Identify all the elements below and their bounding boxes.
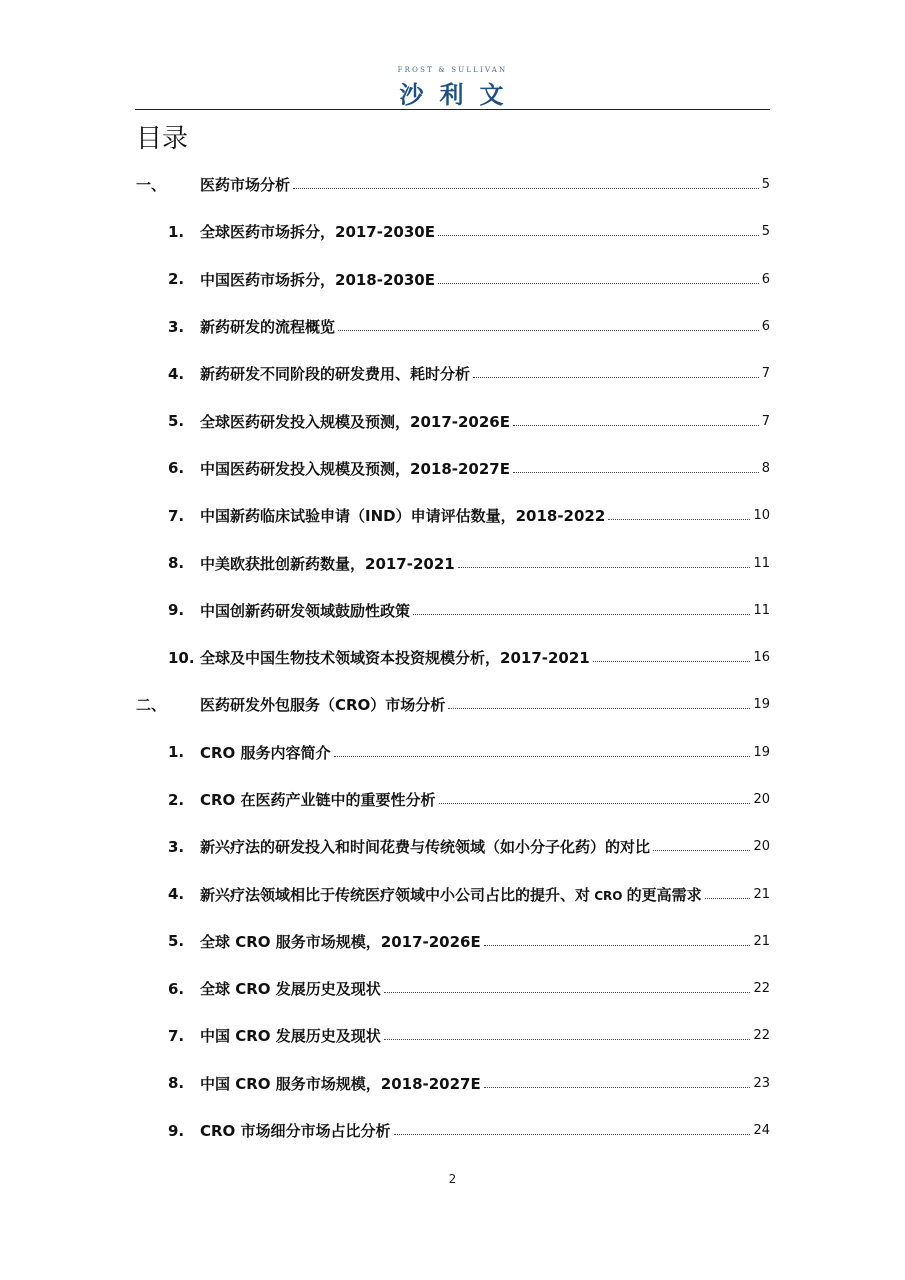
dot-leader [448,708,750,709]
toc-entry[interactable] [136,681,770,728]
toc-entry-page: 22 [753,1028,770,1044]
toc-entry-page: 21 [753,886,770,902]
toc-entry-label: 中国新药临床试验申请（IND）申请评估数量，2018-2022 [200,507,606,526]
dot-leader [384,1039,751,1040]
toc-entry[interactable] [136,1060,770,1107]
header-divider [135,109,770,110]
toc-entry-page: 5 [761,224,770,240]
dot-leader [334,756,751,757]
toc-entry-label: 中国创新药研发领域鼓励性政策 [200,601,411,620]
toc-entry-label: 全球 CRO 服务市场规模，2017-2026E [200,932,481,951]
dot-leader [384,992,751,993]
dot-leader [608,519,750,520]
toc-entry-page: 21 [753,933,770,949]
toc-entry-label: 全球 CRO 发展历史及现状 [200,980,381,999]
toc-entry-number: 3. [168,317,185,336]
toc-entry[interactable] [136,823,770,870]
toc-entry-page: 16 [753,650,770,666]
toc-entry-page: 19 [753,744,770,760]
toc-entry-number: 5. [168,932,185,951]
page-number: 2 [448,1172,457,1186]
logo-english-text: FROST & SULLIVAN [397,66,508,74]
toc-entry[interactable] [136,161,770,208]
toc-entry[interactable] [136,776,770,823]
toc-entry-label: 全球医药研发投入规模及预测，2017-2026E [200,412,510,431]
toc-entry-number: 一、 [136,176,167,195]
toc-title: 目录 [136,124,189,154]
toc-entry-page: 20 [753,839,770,855]
toc-entry[interactable] [136,870,770,917]
toc-entry-number: 6. [168,459,185,478]
toc-entry-page: 5 [761,177,770,193]
toc-entry-label: 新药研发不同阶段的研发费用、耗时分析 [200,365,471,384]
toc-entry-number: 3. [168,837,185,856]
dot-leader [593,661,751,662]
toc-entry[interactable] [136,918,770,965]
toc-entry-label: 新药研发的流程概览 [200,318,336,337]
toc-entry-label: 全球医药市场拆分，2017-2030E [200,223,435,242]
dot-leader [513,472,759,473]
dot-leader [484,1087,751,1088]
toc-entry[interactable] [136,350,770,397]
toc-entry-label: 医药研发外包服务（CRO）市场分析 [200,696,446,715]
dot-leader [438,235,759,236]
dot-leader [438,283,759,284]
dot-leader [293,188,759,189]
toc-entry[interactable] [136,208,770,255]
toc-entry-page: 24 [753,1123,770,1139]
toc-entry-label-cro: CRO [590,888,627,903]
toc-entry[interactable] [136,397,770,444]
toc-entry-label: 新兴疗法的研发投入和时间花费与传统领域（如小分子化药）的对比 [200,838,651,857]
toc-entry-page: 19 [753,697,770,713]
toc-entry-label-part: 新兴疗法领域相比于传统医疗领域中小公司占比的提升、对 [200,885,591,904]
toc-entry-label: CRO 市场细分市场占比分析 [200,1122,391,1141]
toc-entry[interactable] [136,729,770,776]
toc-entry-label [200,884,702,905]
dot-leader [439,803,751,804]
toc-entry-page: 20 [753,792,770,807]
toc-entry-number: 8. [168,1074,185,1093]
toc-entry-number: 9. [168,1121,185,1140]
dot-leader [473,377,759,378]
toc-entry-label: CRO 在医药产业链中的重要性分析 [200,791,436,809]
toc-entry-page: 6 [761,271,770,287]
dot-leader [705,898,751,899]
logo-chinese-text: 沙利文 [399,81,520,109]
toc-entry[interactable] [136,1012,770,1059]
toc-entry-number: 二、 [136,696,167,715]
dot-leader [394,1134,751,1135]
toc-entry-number: 2. [168,790,185,809]
toc-entry-number: 2. [168,270,185,289]
toc-entry-page: 22 [753,981,770,997]
toc-entry-number: 1. [168,222,185,241]
toc-entry[interactable] [136,1107,770,1154]
toc-entry[interactable] [136,303,770,350]
toc-entry[interactable] [136,492,770,539]
dot-leader [413,614,750,615]
toc-entry-label: 中美欧获批创新药数量，2017-2021 [200,554,455,573]
toc-entry-number: 9. [168,601,185,620]
toc-entry-page: 7 [761,413,770,429]
toc-entry-page: 23 [753,1075,770,1091]
toc-entry-page: 7 [761,366,770,382]
toc-entry-label: 全球及中国生物技术领域资本投资规模分析，2017-2021 [200,649,590,668]
dot-leader [653,850,750,851]
toc-entry-label: 中国 CRO 服务市场规模，2018-2027E [200,1074,481,1093]
dot-leader [484,945,751,946]
toc-entry-number: 6. [168,979,185,998]
toc-entry-label: 中国医药研发投入规模及预测，2018-2027E [200,459,510,478]
toc-entry[interactable] [136,587,770,634]
toc-entry-label: 中国 CRO 发展历史及现状 [200,1027,381,1046]
frost-sullivan-logo [370,66,535,110]
toc-entry-page: 6 [761,319,770,335]
toc-entry-label: 医药市场分析 [200,176,291,195]
toc-entry[interactable] [136,445,770,492]
toc-entry[interactable] [136,634,770,681]
toc-entry-page: 10 [753,508,770,524]
toc-entry-label: CRO 服务内容简介 [200,743,331,762]
dot-leader [458,567,751,568]
toc-entry-number: 8. [168,554,185,573]
toc-entry[interactable] [136,256,770,303]
toc-entry-page: 11 [753,602,770,618]
toc-entry[interactable] [136,539,770,586]
toc-entry-label-part: 的更高需求 [626,885,702,904]
dot-leader [513,425,759,426]
dot-leader [338,330,759,331]
toc-entry-number: 1. [168,743,185,762]
toc-entry[interactable] [136,965,770,1012]
toc-entry-number: 7. [168,1026,185,1045]
toc-entry-page: 8 [761,460,770,476]
toc-entry-number: 7. [168,506,185,525]
toc-entry-number: 4. [168,885,185,904]
toc-entry-label: 中国医药市场拆分，2018-2030E [200,270,435,289]
toc-entry-page: 11 [753,555,770,571]
table-of-contents [136,161,770,1154]
toc-entry-number: 10. [168,648,195,667]
toc-entry-number: 4. [168,364,185,383]
toc-entry-number: 5. [168,412,185,431]
